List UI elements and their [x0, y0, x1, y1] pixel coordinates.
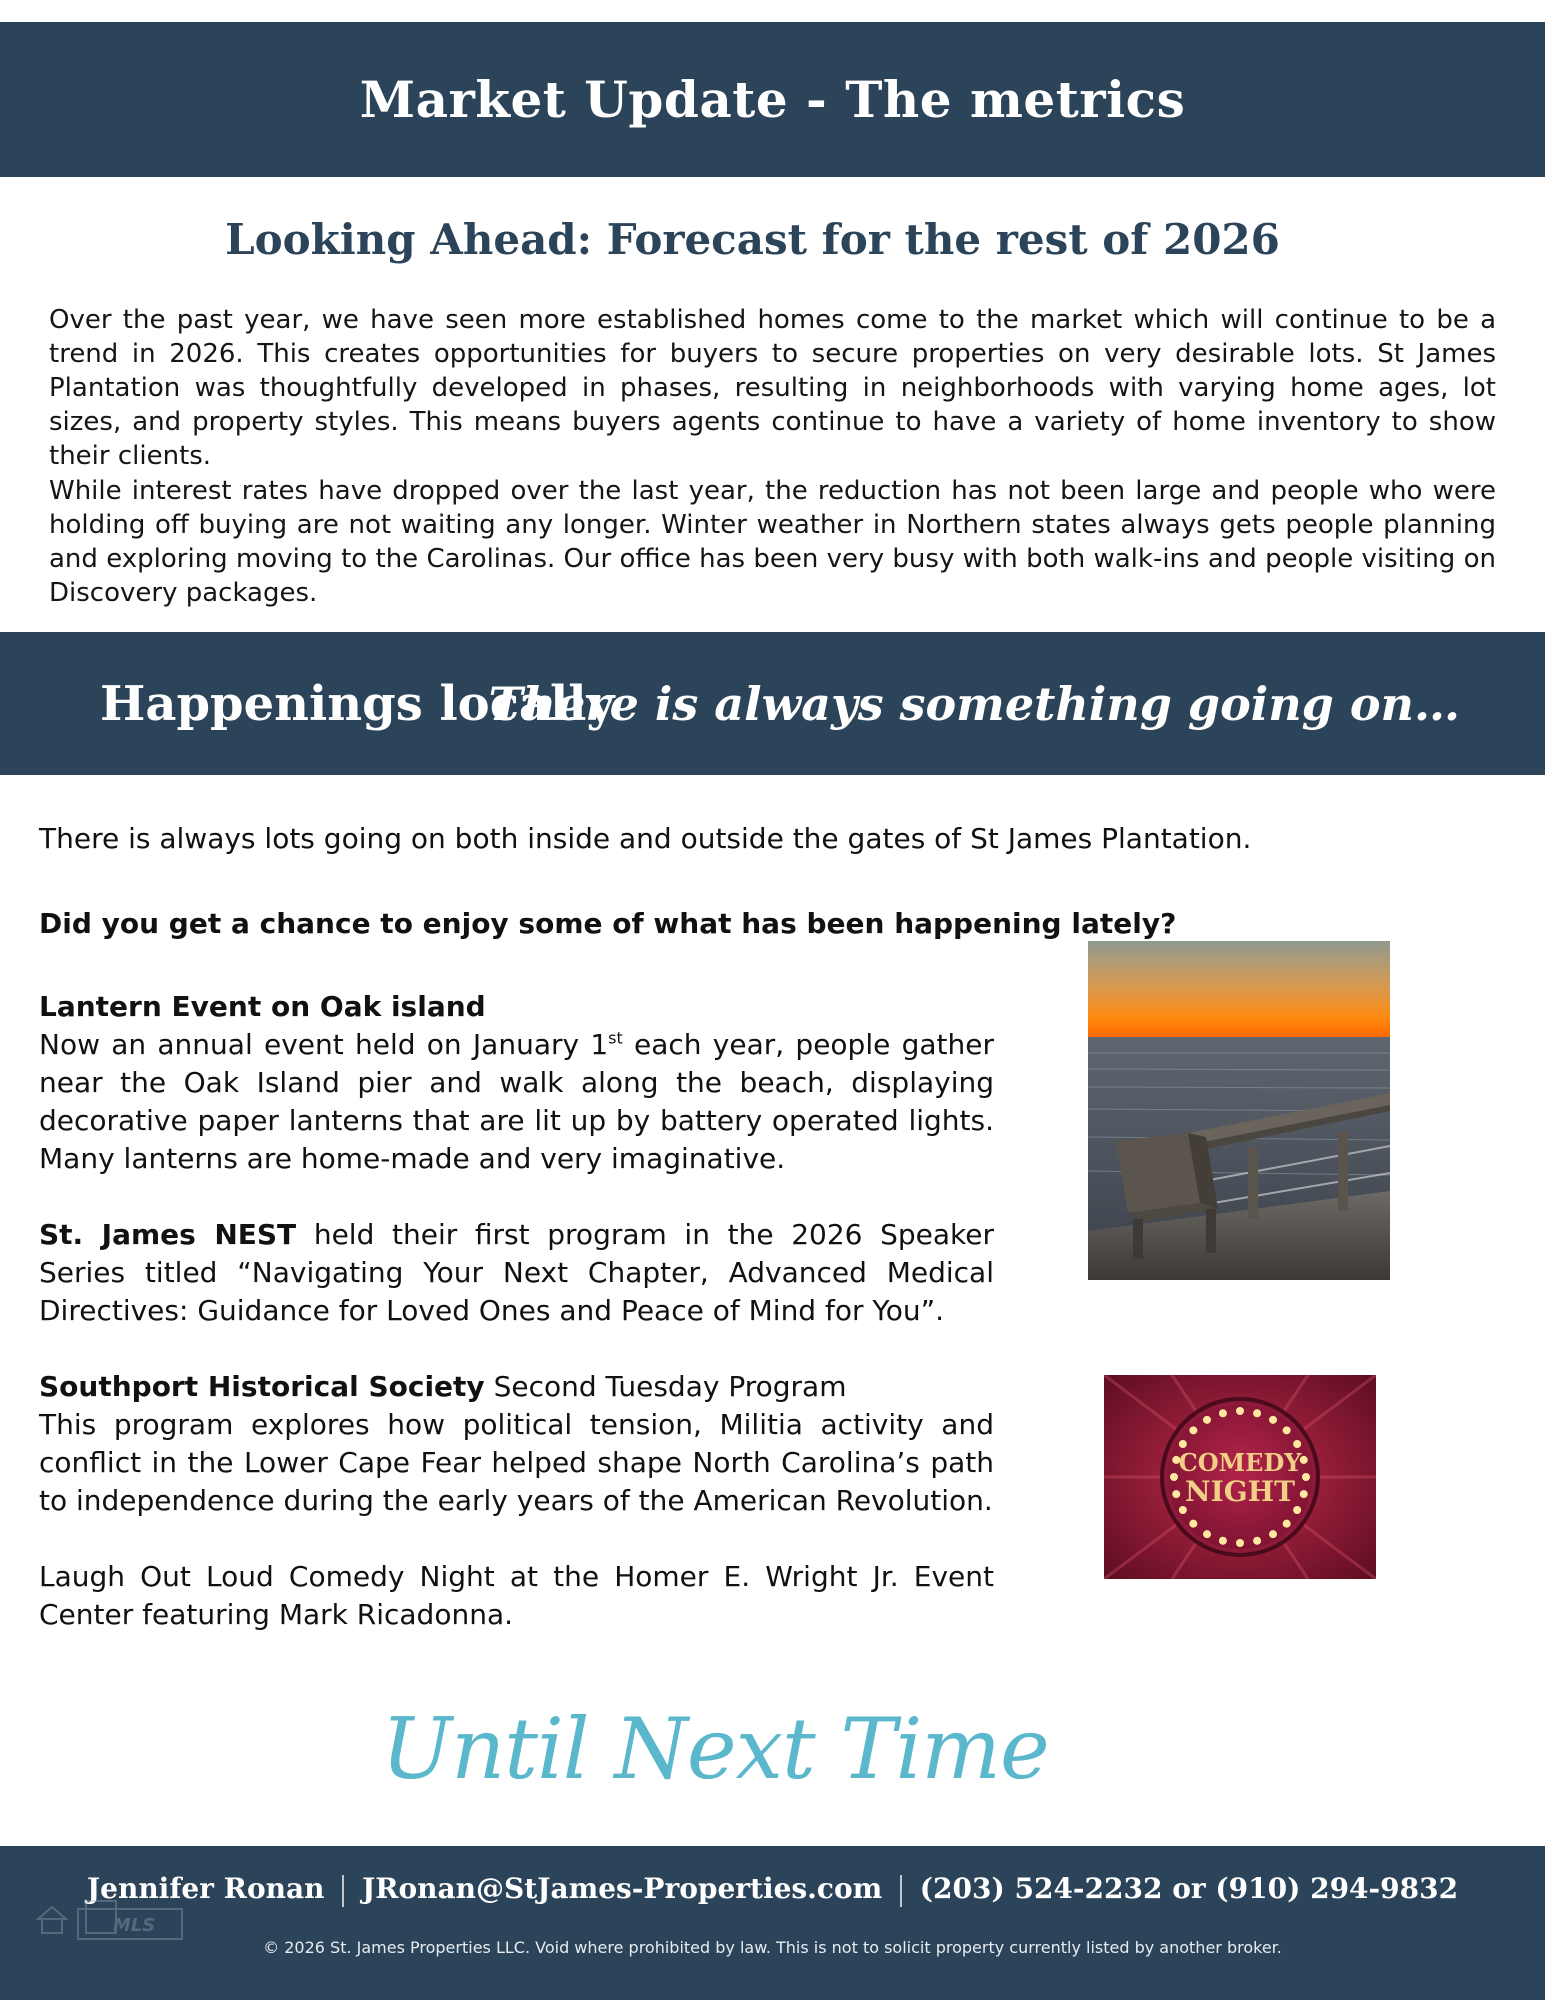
- marquee-bulb: [1300, 1490, 1308, 1498]
- marquee-bulb: [1203, 1416, 1211, 1424]
- marquee-bulb: [1236, 1407, 1244, 1415]
- marquee-bulb: [1283, 1426, 1291, 1434]
- marquee-bulb: [1302, 1473, 1310, 1481]
- marquee-bulb: [1170, 1473, 1178, 1481]
- lantern-text-part: Now an annual event held on January 1: [39, 1028, 609, 1061]
- marquee-bulb: [1172, 1490, 1180, 1498]
- page-title: Market Update - The metrics: [359, 70, 1186, 129]
- footer-band: [0, 1846, 1545, 2000]
- happenings-intro: There is always lots going on both inside and outside the gates of St James Plantation.: [39, 822, 1252, 855]
- happenings-title: Happenings locally: [100, 675, 615, 732]
- marquee-bulb: [1189, 1520, 1197, 1528]
- lantern-event-title: Lantern Event on Oak island: [39, 990, 486, 1023]
- marquee-bulb: [1179, 1440, 1187, 1448]
- marquee-bulb: [1293, 1440, 1301, 1448]
- southport-subtitle: Second Tuesday Program: [484, 1370, 847, 1403]
- comedy-night-illustration: [1104, 1375, 1376, 1579]
- marquee-bulb: [1219, 1537, 1227, 1545]
- marquee-bulb: [1283, 1520, 1291, 1528]
- equal-housing-realtor-mls-logos: [34, 1897, 184, 1943]
- happenings-question: Did you get a chance to enjoy some of what has been happening lately?: [39, 907, 1177, 940]
- southport-event: [39, 1368, 994, 1520]
- equal-housing-icon: [38, 1907, 66, 1919]
- divider: [900, 1875, 902, 1907]
- contact-line: [0, 1872, 1545, 1907]
- happenings-tagline: There is always something going on…: [488, 676, 1460, 731]
- happenings-band: [0, 632, 1545, 775]
- marquee-bulb: [1269, 1416, 1277, 1424]
- forecast-paragraph-2: While interest rates have dropped over the last year, the reduction has not been large and people who were holding off buying are not waiting any longer. Winter weather in Northern states always gets people planning and exploring moving to the Carolinas. Our office has been very busy with both walk-ins and people visiting on Discovery packages.: [49, 476, 1496, 608]
- lantern-event: [39, 988, 994, 1178]
- southport-text: This program explores how political tension, Militia activity and conflict in the Lower Cape Fear helped shape North Carolina’s path to independence during the early years of the American Revolution.: [39, 1408, 994, 1517]
- divider: [342, 1875, 344, 1907]
- marquee-bulb: [1203, 1530, 1211, 1538]
- lantern-superscript: st: [608, 1028, 623, 1048]
- agent-phones[interactable]: (203) 524-2232 or (910) 294-9832: [919, 1872, 1459, 1905]
- nest-event: [39, 1216, 994, 1330]
- southport-title: Southport Historical Society: [39, 1370, 485, 1403]
- lantern-text-part: each year, people gather near the Oak Island pier and walk along the beach, displaying decorative paper lanterns that are lit up by battery operated lights. Many lanterns are home-made and very imaginative.: [39, 1028, 994, 1175]
- agent-name: Jennifer Ronan: [86, 1872, 325, 1905]
- marquee-bulb: [1269, 1530, 1277, 1538]
- legal-disclaimer: © 2026 St. James Properties LLC. Void where prohibited by law. This is not to solicit property currently listed by another broker.: [263, 1938, 1282, 1957]
- nest-text: held their first program in the 2026 Speaker Series titled “Navigating Your Next Chapter, Advanced Medical Directives: Guidance for Loved Ones and Peace of Mind for You”.: [39, 1218, 995, 1327]
- signoff-text: Until Next Time: [381, 1700, 1049, 1798]
- comedy-line1: COMEDY: [1178, 1448, 1302, 1477]
- forecast-heading: Looking Ahead: Forecast for the rest of 2026: [225, 215, 1280, 264]
- nest-title: St. James NEST: [39, 1218, 297, 1251]
- forecast-paragraph-1: Over the past year, we have seen more established homes come to the market which will continue to be a trend in 2026. This creates opportunities for buyers to secure properties on very desirable lots. St James Plantation was thoughtfully developed in phases, resulting in neighborhoods with varying home ages, lot sizes, and property styles. This means buyers agents continue to have a variety of home inventory to show their clients.: [49, 305, 1496, 471]
- marquee-bulb: [1253, 1537, 1261, 1545]
- comedy-event-text: Laugh Out Loud Comedy Night at the Homer E. Wright Jr. Event Center featuring Mark Ricadonna.: [39, 1560, 994, 1631]
- marquee-bulb: [1236, 1539, 1244, 1547]
- pier-sunset-photo: [1088, 941, 1390, 1280]
- pier-sunset-illustration: [1088, 941, 1390, 1280]
- agent-email[interactable]: JRonan@StJames-Properties.com: [361, 1872, 883, 1905]
- mls-logo-text: MLS: [112, 1915, 156, 1936]
- comedy-night-image: [1104, 1375, 1376, 1579]
- marquee-bulb: [1219, 1409, 1227, 1417]
- marquee-bulb: [1189, 1426, 1197, 1434]
- lantern-event-text: [39, 1026, 994, 1178]
- marquee-bulb: [1253, 1409, 1261, 1417]
- southport-heading: [39, 1368, 994, 1406]
- header-band: [0, 22, 1545, 177]
- comedy-line2: NIGHT: [1185, 1475, 1295, 1508]
